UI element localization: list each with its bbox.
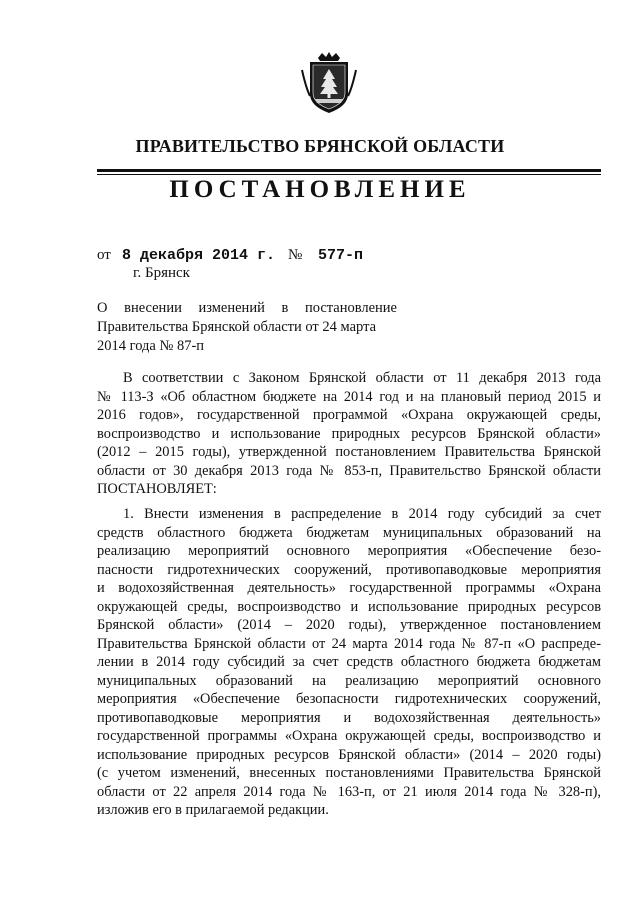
paragraph-line: лении в 2014 году субсидий за счет средств областного бюджета бюджетам	[97, 654, 601, 670]
paragraph-line: использование природных ресурсов Брянской области» (2014 – 2020 годы)	[97, 746, 601, 763]
preamble-paragraph	[97, 369, 601, 499]
paragraph-line: 2016 годов», государственной программой «Охрана окружающей среды,	[97, 407, 601, 423]
document-number: 577-п	[318, 247, 364, 264]
paragraph-line: окружающей среды, воспроизводство и использование природных ресурсов	[97, 598, 601, 615]
date-label: от	[97, 247, 111, 263]
paragraph-line: Брянской области» (2014 – 2020 годы), утвержденное постановлением	[97, 617, 601, 633]
paragraph-line: Правительства Брянской области от 24 марта 2014 года № 87-п «О распреде-	[97, 635, 601, 652]
government-title: ПРАВИТЕЛЬСТВО БРЯНСКОЙ ОБЛАСТИ	[135, 136, 505, 156]
subject-line: 2014 года № 87-п	[97, 338, 205, 354]
paragraph-line: противопаводковые мероприятия и водохозяйственная деятельность»	[97, 709, 601, 726]
paragraph-line: области от 22 апреля 2014 года № 163-п, от 21 июля 2014 года № 328-п),	[97, 783, 601, 800]
paragraph-line: № 113-З «Об областном бюджете на 2014 год и на плановый период 2015 и	[97, 388, 601, 405]
item-1-paragraph	[97, 505, 601, 820]
paragraph-line: мероприятия «Обеспечение безопасности гидротехнических сооружений,	[97, 691, 601, 707]
subject-line: Правительства Брянской области от 24 марта	[97, 319, 377, 335]
paragraph-line: изложив его в прилагаемой редакции.	[97, 802, 329, 818]
paragraph-line: пасности гидротехнических сооружений, противопаводковые мероприятия	[97, 561, 601, 578]
paragraph-line: области от 30 декабря 2013 года № 853-п, Правительство Брянской области	[97, 462, 601, 479]
document-type-heading: ПОСТАНОВЛЕНИЕ	[169, 176, 471, 203]
paragraph-line: В соответствии с Законом Брянской области от 11 декабря 2013 года	[123, 370, 601, 386]
document-city: г. Брянск	[133, 265, 190, 281]
paragraph-line: государственной программы «Охрана окружающей среды, воспроизводство и	[97, 728, 601, 744]
number-label: №	[288, 247, 303, 263]
paragraph-line: реализацию мероприятий основного мероприятия «Обеспечение безо-	[97, 543, 601, 559]
header-divider-thin	[97, 174, 601, 175]
paragraph-line: 1. Внести изменения в распределение в 2014 году субсидий за счет	[123, 506, 601, 522]
paragraph-line: (с учетом изменений, внесенных постановлениями Правительства Брянской	[97, 765, 601, 781]
paragraph-line: воспроизводство и использование природных ресурсов Брянской области»	[97, 425, 601, 442]
paragraph-line: муниципальных образований на реализацию мероприятий основного	[97, 672, 601, 689]
paragraph-line: средств областного бюджета бюджетам муниципальных образований на	[97, 524, 601, 541]
document-subject	[97, 299, 397, 356]
document-date: 8 декабря 2014 г.	[122, 247, 276, 264]
paragraph-line: и водохозяйственная деятельность» государственной программы «Охрана	[97, 580, 601, 596]
header-divider-thick	[97, 169, 601, 172]
coat-of-arms-icon	[298, 52, 360, 114]
subject-line: О внесении изменений в постановление	[97, 300, 397, 316]
paragraph-line: (2012 – 2015 годы), утвержденной постановлением Правительства Брянской	[97, 444, 601, 460]
paragraph-line: ПОСТАНОВЛЯЕТ:	[97, 481, 217, 497]
